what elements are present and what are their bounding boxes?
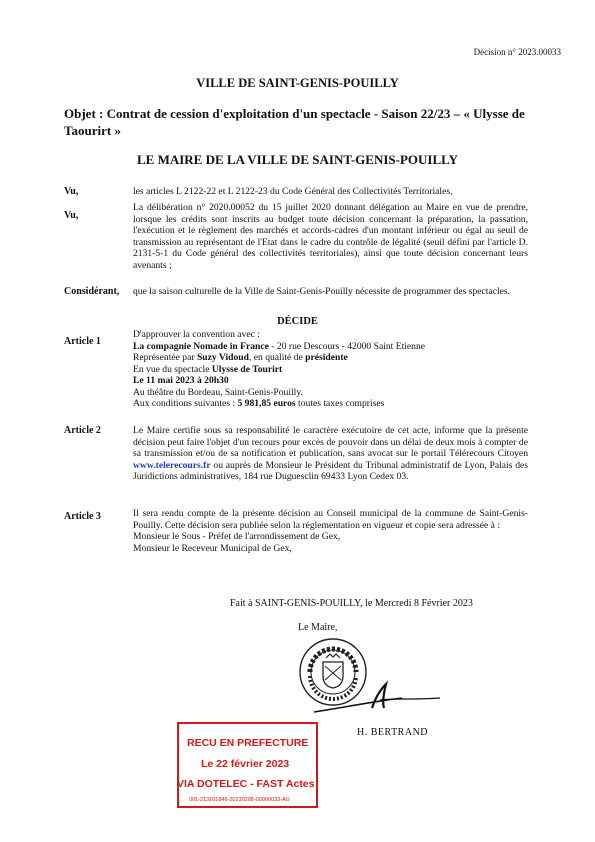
- article1-intro: D'approuver la convention avec :: [133, 329, 260, 340]
- represented-name: Suzy Vidoud: [196, 352, 249, 363]
- recipient-2: Monsieur le Receveur Municipal de Gex,: [133, 542, 292, 554]
- recipient-1: Monsieur le Sous - Préfet de l'arrondissement de Gex,: [133, 531, 341, 542]
- document-subject: Objet : Contrat de cession d'exploitation d'un spectacle - Saison 22/23 – « Ulysse de Taourirt »: [64, 106, 525, 138]
- article1-body: [133, 329, 528, 410]
- article1-date: Le 11 mai 2023 à 20h30: [133, 375, 229, 386]
- telerecours-link[interactable]: www.telerecours.fr: [133, 459, 211, 471]
- vu1-label: Vu,: [64, 186, 79, 197]
- article1-company-line: [133, 341, 528, 353]
- decision-number: Décision n° 2023.00033: [473, 47, 561, 57]
- conditions-suffix: toutes taxes comprises: [295, 398, 385, 409]
- amount: 5 981,85 euros: [237, 398, 296, 409]
- prefecture-stamp: [177, 722, 318, 808]
- stamp-date: Le 22 février 2023: [201, 758, 290, 770]
- article1-represented-line: [133, 352, 528, 364]
- article2-text-before: Le Maire certifie sous sa responsabilité le caractère exécutoire de cet acte, informe que la présente décision peut faire l'objet d'un recours pour excès de pouvoir dans un délai de deux mois à compter de sa transmission et/ou de sa notification et publication, sans avocat sur le portail Télérecours Citoyen: [133, 425, 528, 459]
- vu2-label: Vu,: [64, 210, 79, 221]
- article1-show-line: [133, 364, 528, 376]
- article3-text: Il sera rendu compte de la présente décision au Conseil municipal de la commune de Saint-Genis-Pouilly. Cette décision sera publiée selon la réglementation en vigueur et copie sera adressée à :: [133, 508, 528, 531]
- considerant-text: que la saison culturelle de la Ville de Saint-Genis-Pouilly nécessite de programmer des spectacles.: [133, 286, 511, 297]
- company-address: - 20 rue Descours - 42000 Saint Etienne: [268, 340, 426, 352]
- article2-body: [133, 425, 528, 483]
- represented-role: présidente: [305, 352, 348, 363]
- company-name: La compagnie Nomade in France: [133, 340, 269, 352]
- article3-label: Article 3: [64, 511, 101, 522]
- represented-prefix: Représentée par: [133, 352, 197, 363]
- article1-label: Article 1: [64, 336, 101, 347]
- conditions-prefix: Aux conditions suivantes :: [133, 398, 238, 409]
- signatory-name: H. BERTRAND: [357, 727, 429, 738]
- article2-label: Article 2: [64, 425, 101, 436]
- stamp-reference: 001-213101846-20230208-00000033-AU: [189, 797, 290, 803]
- stamp-received: RECU EN PREFECTURE: [187, 737, 309, 749]
- mayor-title: Le Maire,: [298, 622, 338, 633]
- decide-heading: DÉCIDE: [277, 316, 318, 327]
- mayor-header: LE MAIRE DE LA VILLE DE SAINT-GENIS-POUILLY: [136, 152, 458, 167]
- vu2-text: La délibération n° 2020.00052 du 15 juillet 2020 donnant délégation au Maire en vue de prendre, lorsque les crédits sont inscrits au budget toute décision concernant la préparation, la passation, l'exécution et le règlement des marchés et accords-cadres d'un montant inférieur ou égal au seuil de transmission au représentant de l'Etat dans le cadre du contrôle de légalité (seuil défini par l'article D. 2131-5-1 du Code général des collectivités territoriales), ainsi que toute décision concernant leurs avenants ;: [133, 202, 528, 271]
- article2-text-after: ou auprès de Monsieur le Président du Tribunal administratif de Lyon, Palais des Juridictions administratives, 184 rue Duguesclin 69433 Lyon Cedex 03.: [133, 459, 528, 482]
- show-prefix: En vue du spectacle: [133, 363, 212, 375]
- stamp-via: VIA DOTELEC - FAST Actes: [177, 778, 315, 790]
- considerant-label: Considérant,: [64, 286, 120, 297]
- represented-mid: , en qualité de: [248, 352, 306, 363]
- article3-body: [133, 508, 528, 554]
- show-title: Ulysse de Tourirt: [211, 363, 283, 375]
- mayor-signature-icon: [310, 678, 450, 718]
- place-date-line: Fait à SAINT-GENIS-POUILLY, le Mercredi 8 Février 2023: [230, 598, 473, 609]
- city-header: VILLE DE SAINT-GENIS-POUILLY: [196, 76, 399, 90]
- article1-conditions-line: [133, 398, 528, 410]
- article1-venue: Au théâtre du Bordeau, Saint-Genis-Pouilly.: [133, 386, 303, 398]
- vu1-text: les articles L 2122-22 et L 2122-23 du Code Général des Collectivités Territoriales,: [133, 186, 453, 197]
